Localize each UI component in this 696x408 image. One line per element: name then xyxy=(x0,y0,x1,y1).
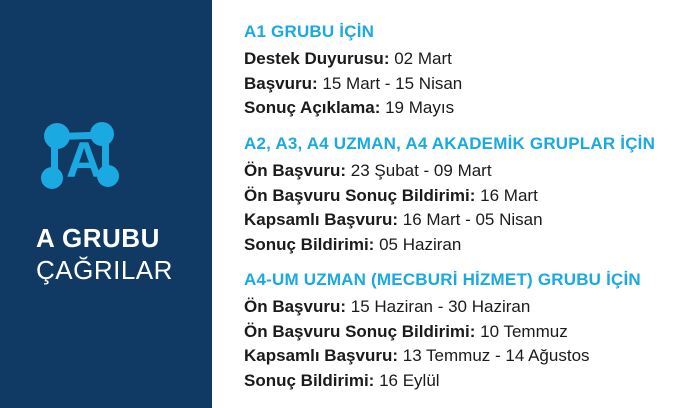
schedule-row xyxy=(244,184,678,208)
row-label: Başvuru: xyxy=(244,73,318,93)
svg-text:A: A xyxy=(65,132,103,189)
schedule-row xyxy=(244,233,678,257)
row-value: 15 Mart - 15 Nisan xyxy=(322,73,463,93)
row-value: 23 Şubat - 09 Mart xyxy=(350,161,492,181)
row-value: 19 Mayıs xyxy=(385,98,455,118)
schedule-row xyxy=(244,208,678,232)
row-value: 16 Mart xyxy=(480,185,538,205)
a-grubu-logo-icon xyxy=(40,121,128,195)
row-value: 05 Haziran xyxy=(379,234,462,254)
group-block xyxy=(244,134,678,257)
schedule-row xyxy=(244,369,678,393)
row-value: 15 Haziran - 30 Haziran xyxy=(350,297,531,317)
panel-title: A GRUBU xyxy=(36,223,160,254)
group-heading: A2, A3, A4 UZMAN, A4 AKADEMİK GRUPLAR İÇİN xyxy=(244,133,656,153)
group-heading: A4-UM UZMAN (MECBURİ HİZMET) GRUBU İÇİN xyxy=(244,270,641,290)
row-value: 13 Temmuz - 14 Ağustos xyxy=(402,346,590,366)
schedule-row xyxy=(244,72,678,96)
row-label: Sonuç Bildirimi: xyxy=(244,234,375,254)
row-label: Ön Başvuru Sonuç Bildirimi: xyxy=(244,321,476,341)
row-label: Ön Başvuru Sonuç Bildirimi: xyxy=(244,185,476,205)
schedule-row xyxy=(244,320,678,344)
panel-subtitle: ÇAĞRILAR xyxy=(36,255,173,285)
row-label: Kapsamlı Başvuru: xyxy=(244,210,398,230)
schedule-row xyxy=(244,47,678,71)
left-panel xyxy=(0,0,212,408)
row-label: Ön Başvuru: xyxy=(244,161,347,181)
group-block xyxy=(244,270,678,393)
schedule-row xyxy=(244,96,678,120)
row-label: Sonuç Açıklama: xyxy=(244,98,381,118)
row-value: 02 Mart xyxy=(394,49,452,69)
schedule-row xyxy=(244,344,678,368)
row-label: Kapsamlı Başvuru: xyxy=(244,346,398,366)
row-value: 16 Mart - 05 Nisan xyxy=(402,210,543,230)
group-block xyxy=(244,22,678,121)
group-heading: A1 GRUBU İÇİN xyxy=(244,22,375,41)
schedule-row xyxy=(244,159,678,183)
schedule-row xyxy=(244,295,678,319)
row-value: 10 Temmuz xyxy=(480,321,568,341)
row-label: Sonuç Bildirimi: xyxy=(244,370,375,390)
row-label: Ön Başvuru: xyxy=(244,297,347,317)
row-label: Destek Duyurusu: xyxy=(244,49,390,69)
row-value: 16 Eylül xyxy=(379,370,440,390)
content-panel xyxy=(212,0,696,408)
